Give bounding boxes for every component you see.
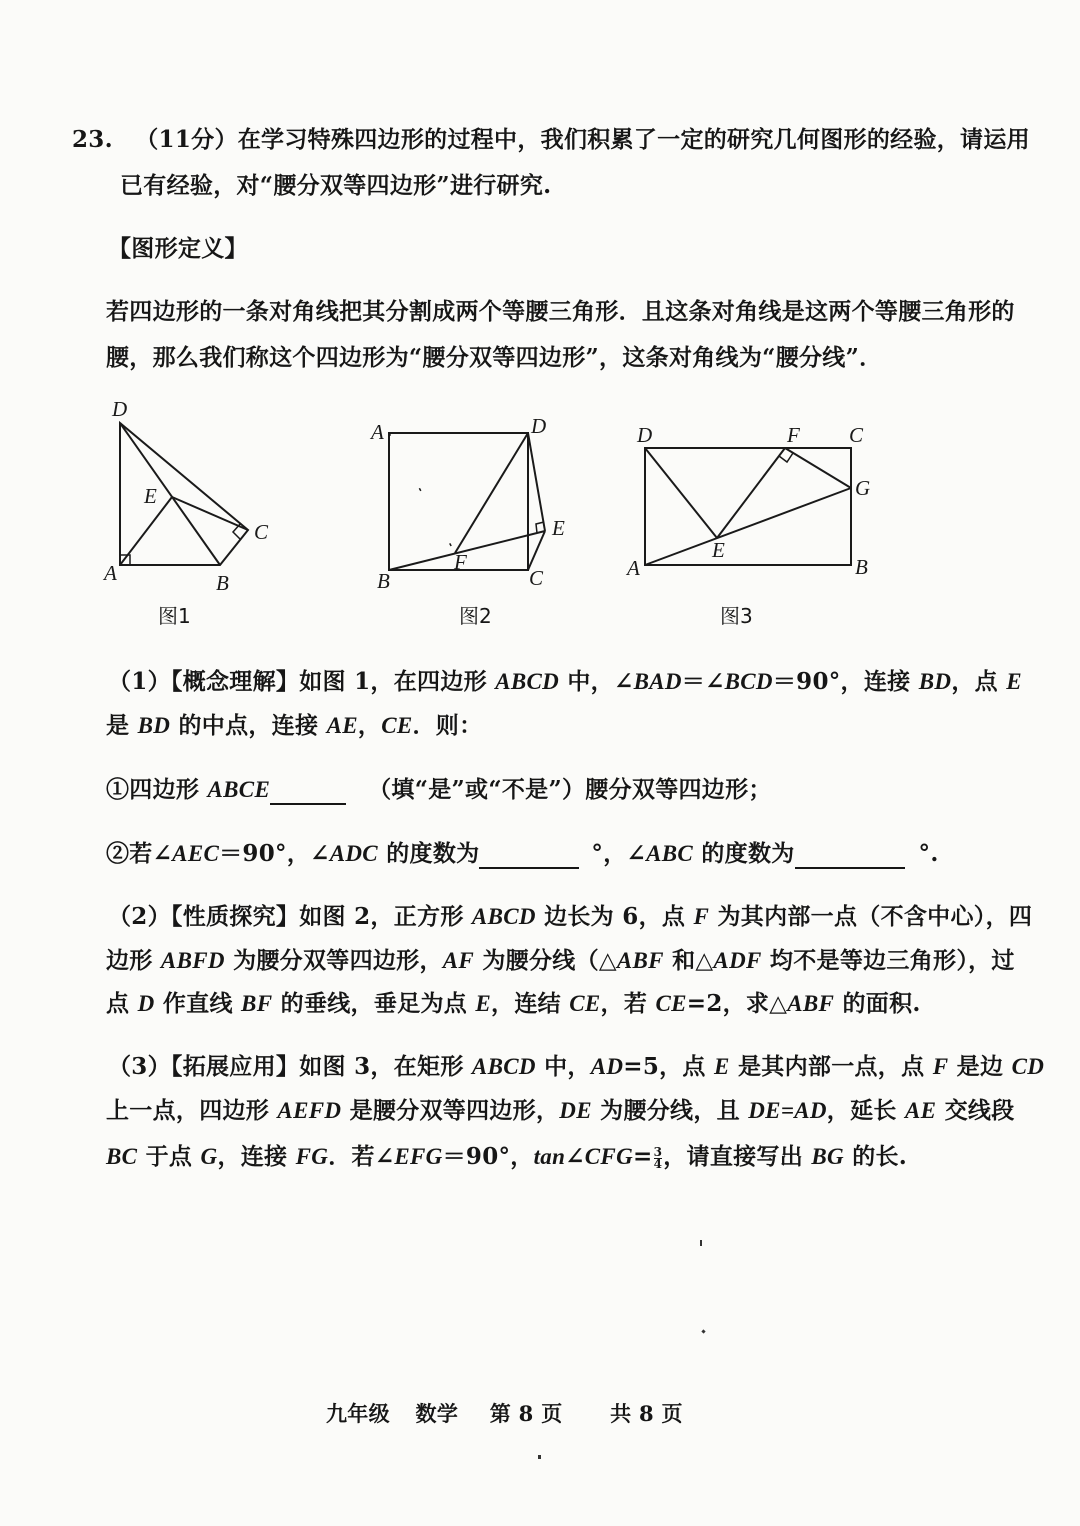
fig3-label-e: E — [712, 538, 725, 562]
footer-page: 第 8 页 — [489, 1401, 563, 1426]
fig2-label-c: C — [529, 566, 544, 590]
part3-line1: （3）【拓展应用】如图 3，在矩形 ABCD 中，AD=5，点 E 是其内部一点，点 F 是边 CD — [108, 1053, 1045, 1080]
fig1-label-b: B — [216, 571, 229, 595]
part2-line1: （2）【性质探究】如图 2，正方形 ABCD 边长为 6，点 F 为其内部一点（不含中心），四 — [108, 903, 1033, 930]
scan-speck — [701, 1329, 705, 1333]
fig1-quadrilateral — [120, 423, 248, 565]
footer-total: 共 8 页 — [610, 1401, 683, 1426]
fig2-label-f: F — [454, 550, 467, 574]
scan-speck — [538, 1455, 541, 1459]
fig2-line-de — [528, 433, 545, 531]
figure-2 — [365, 405, 585, 605]
fig3-rectangle — [645, 448, 851, 565]
part1-line1: （1）【概念理解】如图 1，在四边形 ABCD 中，∠BAD＝∠BCD＝90°，连接 BD，点 E — [108, 668, 1022, 695]
fig2-label-b: B — [377, 569, 390, 593]
part1-line2: 是 BD 的中点，连接 AE，CE．则： — [106, 712, 483, 739]
fig3-label-b: B — [855, 555, 868, 579]
fig2-line-ce — [528, 531, 545, 570]
fig3-label-c: C — [849, 423, 864, 447]
part1-question2: ②若∠AEC＝90°，∠ADC 的度数为 °，∠ABC 的度数为 °. — [106, 840, 939, 867]
fig3-line-de — [645, 448, 717, 538]
answer-blank-2[interactable] — [479, 840, 579, 869]
answer-blank-1[interactable] — [270, 776, 346, 805]
fig3-line-ag — [645, 488, 851, 565]
fig2-label-d: D — [531, 414, 547, 438]
fraction-three-quarters: $\frac{3}{4}$ — [653, 1144, 663, 1171]
fig3-label-a: A — [627, 556, 640, 580]
part2-line2: 边形 ABFD 为腰分双等四边形，AF 为腰分线（△ABF 和△ADF 均不是等边三角形），过 — [106, 947, 1015, 974]
page-footer — [326, 1398, 683, 1428]
fig2-line-af-d — [455, 433, 528, 553]
definition-line2: 腰，那么我们称这个四边形为“腰分双等四边形”，这条对角线为“腰分线”． — [106, 344, 883, 371]
problem-intro-line2: 已有经验，对“腰分双等四边形”进行研究. — [120, 172, 552, 199]
figure-1 — [100, 395, 300, 595]
answer-blank-3[interactable] — [795, 840, 905, 869]
part3-line2: 上一点，四边形 AEFD 是腰分双等四边形，DE 为腰分线，且 DE=AD，延长 AE 交线段 — [106, 1097, 1015, 1124]
figure-3 — [625, 420, 885, 600]
scan-speck — [700, 1240, 702, 1246]
fig1-label-c: C — [254, 520, 269, 544]
problem-intro-line1: 23. （11分）在学习特殊四边形的过程中，我们积累了一定的研究几何图形的经验，请运用 — [72, 126, 1030, 153]
fig3-line-fg — [785, 448, 851, 488]
fig2-line-bf — [389, 531, 545, 570]
fig2-dashed-af — [389, 433, 455, 553]
fig1-label-e: E — [144, 484, 157, 508]
fig1-label-d: D — [112, 397, 128, 421]
definition-heading: 【图形定义】 — [108, 235, 248, 262]
fig1-caption: 图1 — [158, 604, 191, 628]
fig1-label-a: A — [104, 561, 117, 585]
part1-question1: ①四边形 ABCE （填“是”或“不是”）腰分双等四边形； — [106, 776, 772, 803]
fig3-label-d: D — [637, 423, 653, 447]
footer-subject: 数学 — [415, 1401, 459, 1426]
fig3-label-g: G — [855, 476, 871, 500]
footer-grade: 九年级 — [326, 1401, 390, 1426]
part3-line3: BC 于点 G，连接 FG．若∠EFG＝90°，tan∠CFG= $\frac{3}{4}$ ，请直接写出 BG 的长. — [106, 1143, 908, 1171]
part2-line3: 点 D 作直线 BF 的垂线，垂足为点 E，连结 CE，若 CE=2，求△ABF 的面积. — [106, 990, 921, 1017]
fig3-caption: 图3 — [720, 604, 753, 628]
fig2-label-a: A — [371, 420, 384, 444]
fig3-label-f: F — [787, 423, 800, 447]
problem-number: 23. — [72, 126, 113, 153]
definition-line1: 若四边形的一条对角线把其分割成两个等腰三角形．且这条对角线是这两个等腰三角形的 — [106, 298, 1015, 325]
fig2-label-e: E — [552, 516, 565, 540]
fig2-caption: 图2 — [459, 604, 492, 628]
